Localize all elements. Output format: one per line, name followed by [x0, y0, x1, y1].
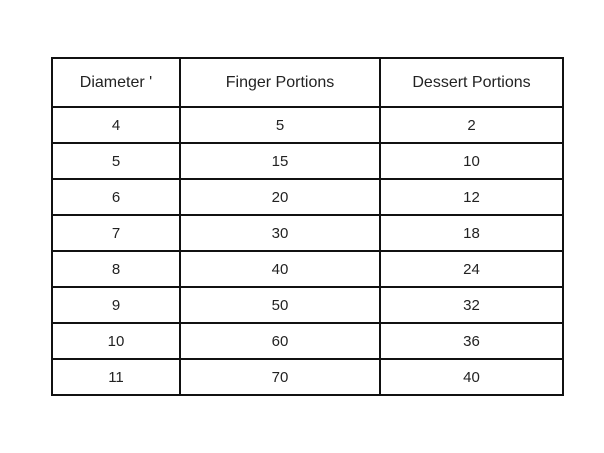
- cell-dessert-portions: 12: [380, 179, 563, 215]
- table-row: [52, 107, 563, 143]
- cell-finger-portions: 20: [180, 179, 380, 215]
- cell-diameter: 6: [52, 179, 180, 215]
- table-row: [52, 323, 563, 359]
- cell-diameter: 4: [52, 107, 180, 143]
- cell-diameter: 11: [52, 359, 180, 395]
- cell-finger-portions: 30: [180, 215, 380, 251]
- header-finger-portions: Finger Portions: [180, 58, 380, 107]
- cell-dessert-portions: 24: [380, 251, 563, 287]
- cell-dessert-portions: 32: [380, 287, 563, 323]
- table-row: [52, 179, 563, 215]
- header-dessert-portions: Dessert Portions: [380, 58, 563, 107]
- cell-dessert-portions: 10: [380, 143, 563, 179]
- table-row: [52, 359, 563, 395]
- portions-table: [51, 57, 564, 396]
- cell-dessert-portions: 18: [380, 215, 563, 251]
- cell-dessert-portions: 2: [380, 107, 563, 143]
- table-row: [52, 287, 563, 323]
- cell-diameter: 7: [52, 215, 180, 251]
- cell-finger-portions: 60: [180, 323, 380, 359]
- cell-diameter: 8: [52, 251, 180, 287]
- table-row: [52, 143, 563, 179]
- table-row: [52, 251, 563, 287]
- cell-diameter: 9: [52, 287, 180, 323]
- table-header-row: [52, 58, 563, 107]
- cell-finger-portions: 50: [180, 287, 380, 323]
- header-diameter: Diameter ': [52, 58, 180, 107]
- cell-finger-portions: 40: [180, 251, 380, 287]
- cell-finger-portions: 5: [180, 107, 380, 143]
- cell-diameter: 10: [52, 323, 180, 359]
- cell-finger-portions: 15: [180, 143, 380, 179]
- cell-diameter: 5: [52, 143, 180, 179]
- cell-dessert-portions: 40: [380, 359, 563, 395]
- cell-finger-portions: 70: [180, 359, 380, 395]
- cell-dessert-portions: 36: [380, 323, 563, 359]
- table-row: [52, 215, 563, 251]
